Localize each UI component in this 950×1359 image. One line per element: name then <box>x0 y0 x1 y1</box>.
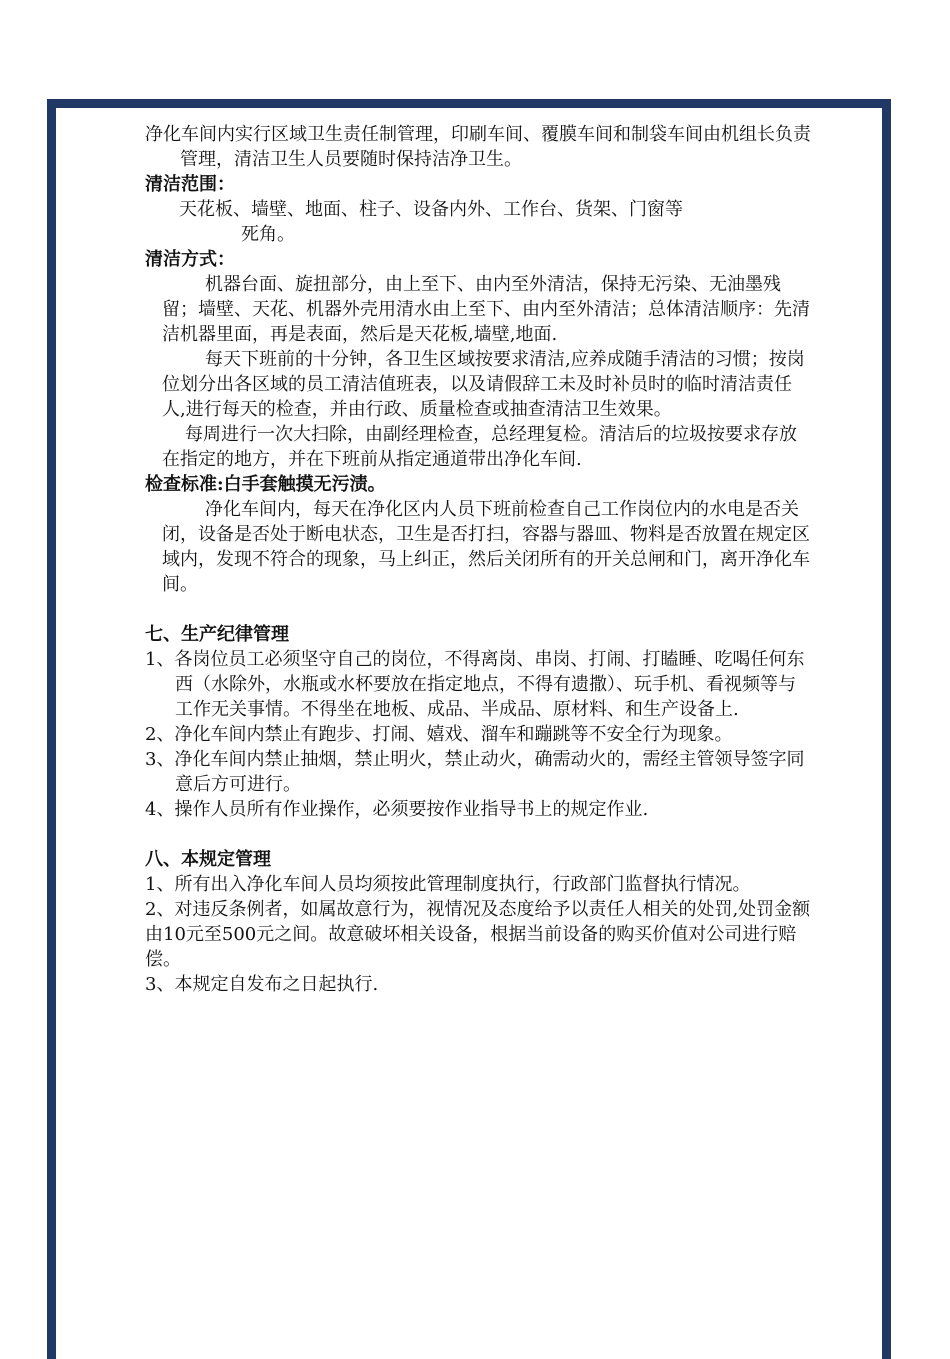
intro-paragraph: 净化车间内实行区域卫生责任制管理，印刷车间、覆膜车间和制袋车间由机组长负责管理，清洁卫生人员要随时保持洁净卫生。 <box>145 124 811 170</box>
section-7-item-2: 2、净化车间内禁止有跑步、打闹、嬉戏、溜车和蹦跳等不安全行为现象。 <box>145 724 733 745</box>
section-7-item-3: 3、净化车间内禁止抽烟，禁止明火，禁止动火，确需动火的，需经主管领导签字同意后方可进行。 <box>145 749 805 795</box>
inspection-standard-heading: 检查标准:白手套触摸无污渍。 <box>145 474 386 495</box>
cleaning-method-paragraph-3: 每周进行一次大扫除，由副经理检查，总经理复检。清洁后的垃圾按要求存放在指定的地方，并在下班前从指定通道带出净化车间. <box>162 424 797 470</box>
section-7-item-4: 4、操作人员所有作业操作，必须要按作业指导书上的规定作业. <box>145 799 649 820</box>
section-8-heading: 八、本规定管理 <box>145 849 271 870</box>
document-body <box>145 122 811 997</box>
cleaning-scope-text: 天花板、墙壁、地面、柱子、设备内外、工作台、货架、门窗等 <box>179 199 683 220</box>
section-8-item-1: 1、所有出入净化车间人员均须按此管理制度执行，行政部门监督执行情况。 <box>145 874 751 895</box>
section-7-heading: 七、生产纪律管理 <box>145 624 289 645</box>
cleaning-method-heading: 清洁方式： <box>145 249 235 270</box>
section-8-item-2: 2、对违反条例者，如属故意行为，视情况及态度给予以责任人相关的处罚,处罚金额由10元至500元之间。故意破坏相关设备，根据当前设备的购买价值对公司进行赔偿。 <box>145 899 811 970</box>
inspection-paragraph: 净化车间内，每天在净化区内人员下班前检查自己工作岗位内的水电是否关闭，设备是否处于断电状态，卫生是否打扫，容器与器皿、物料是否放置在规定区域内，发现不符合的现象，马上纠正，然后关闭所有的开关总闸和门，离开净化车间。 <box>162 499 810 595</box>
cleaning-scope-text-cont: 死角。 <box>241 224 295 245</box>
spacer <box>145 822 811 847</box>
section-8-item-3: 3、本规定自发布之日起执行. <box>145 974 379 995</box>
section-7-item-1: 1、各岗位员工必须坚守自己的岗位，不得离岗、串岗、打闹、打瞌睡、吃喝任何东西（水除外，水瓶或水杯要放在指定地点，不得有遗撒）、玩手机、看视频等与工作无关事情。不得坐在地板、成品、半成品、原材料、和生产设备上. <box>145 649 805 720</box>
cleaning-method-paragraph-2: 每天下班前的十分钟，各卫生区域按要求清洁,应养成随手清洁的习惯；按岗位划分出各区域的员工清洁值班表，以及请假辞工未及时补员时的临时清洁责任人,进行每天的检查，并由行政、质量检查或抽查清洁卫生效果。 <box>162 349 805 420</box>
spacer <box>145 597 811 622</box>
cleaning-method-paragraph-1: 机器台面、旋扭部分，由上至下、由内至外清洁，保持无污染、无油墨残留；墙壁、天花、机器外壳用清水由上至下、由内至外清洁；总体清洁顺序：先清洁机器里面，再是表面，然后是天花板,墙壁,地面. <box>162 274 810 345</box>
cleaning-scope-heading: 清洁范围： <box>145 174 235 195</box>
